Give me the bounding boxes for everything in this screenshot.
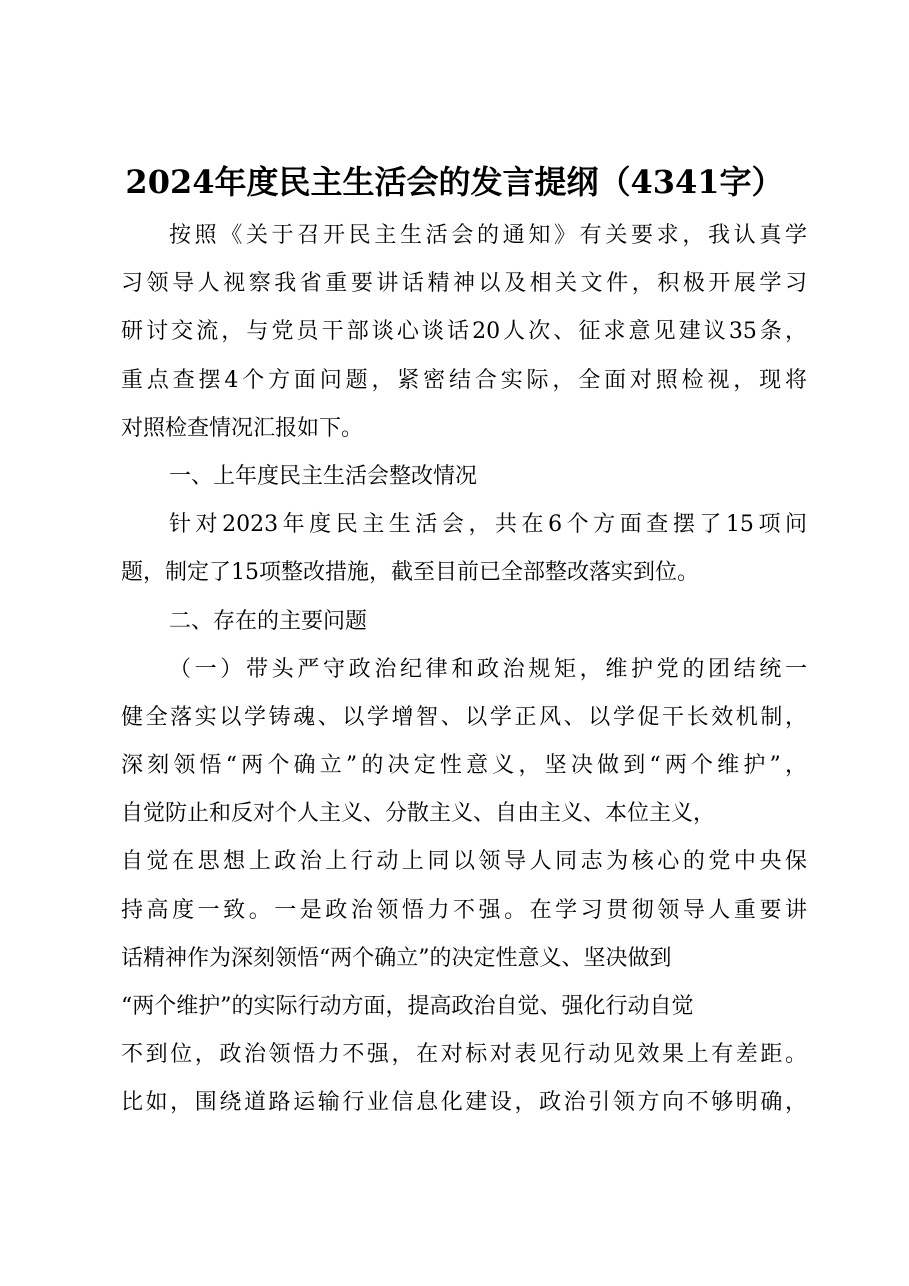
paragraph-line: 对照检查情况汇报如下。 [121,415,364,441]
document-body [121,212,807,1128]
paragraph-line: 不到位，政治领悟力不强，在对标对表见行动见效果上有差距。 [121,1042,807,1068]
paragraph-line: 话精神作为深刻领悟“两个确立”的决定性意义、坚决做到 [121,945,672,971]
subsection-heading-line: （一）带头严守政治纪律和政治规矩，维护党的团结统一 [169,656,807,682]
paragraph-line: 题，制定了15项整改措施，截至目前已全部整改落实到位。 [121,560,699,586]
paragraph-line: 深刻领悟“两个确立”的决定性意义，坚决做到“两个维护”， [121,753,807,779]
document-title: 2024年度民主生活会的发言提纲（4341字） [125,163,784,201]
paragraph-line: 重点查摆4个方面问题，紧密结合实际，全面对照检视，现将 [121,367,807,393]
paragraph-line: 研讨交流，与党员干部谈心谈话20人次、征求意见建议35条， [121,319,807,345]
paragraph-line: 针对2023年度民主生活会，共在6个方面查摆了15项问 [169,512,807,538]
paragraph-line: 自觉在思想上政治上行动上同以领导人同志为核心的党中央保 [121,849,807,875]
paragraph-line: 健全落实以学铸魂、以学增智、以学正风、以学促干长效机制， [121,704,807,730]
section-heading: 一、上年度民主生活会整改情况 [169,463,478,489]
section-heading: 二、存在的主要问题 [169,608,368,634]
paragraph-line: 按照《关于召开民主生活会的通知》有关要求，我认真学 [169,223,807,248]
paragraph-line: 持高度一致。一是政治领悟力不强。在学习贯彻领导人重要讲 [121,897,807,923]
paragraph-line: 自觉防止和反对个人主义、分散主义、自由主义、本位主义， [121,801,716,827]
paragraph-line: 比如，围绕道路运输行业信息化建设，政治引领方向不够明确， [121,1090,807,1116]
paragraph-line: “两个维护”的实际行动方面，提高政治自觉、强化行动自觉 [121,994,694,1019]
paragraph-line: 习领导人视察我省重要讲话精神以及相关文件，积极开展学习 [121,271,807,297]
